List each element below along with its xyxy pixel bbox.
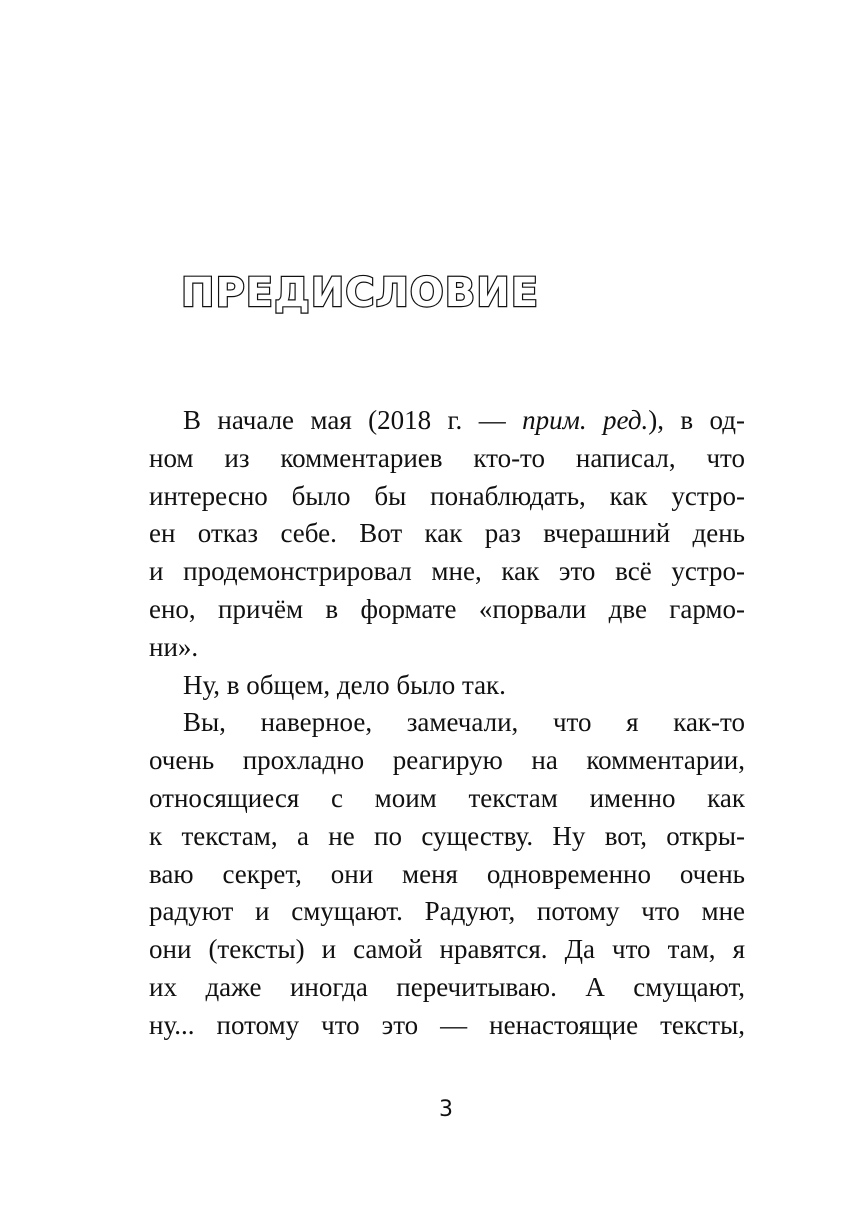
paragraph bbox=[149, 704, 745, 1044]
text-line: относящиеся с моим текстам именно как bbox=[149, 782, 745, 813]
text-line: очень прохладно реагирую на комментарии, bbox=[149, 745, 745, 776]
page-number: 3 bbox=[439, 1097, 453, 1122]
text-line: Ну, в общем, дело было так. bbox=[183, 669, 506, 700]
editor-note: прим. ред. bbox=[522, 405, 649, 435]
text-line: Вы, наверное, замечали, что я как-то bbox=[183, 707, 745, 738]
body-text bbox=[149, 402, 745, 1045]
text-line: радуют и смущают. Радуют, потому что мне bbox=[149, 896, 745, 927]
paragraph bbox=[149, 667, 745, 705]
text-line: ваю секрет, они меня одновременно очень bbox=[149, 858, 745, 889]
text-line: они (тексты) и самой нравятся. Да что там, я bbox=[149, 934, 745, 965]
text-line: ен отказ себе. Вот как раз вчерашний день bbox=[149, 518, 745, 549]
text-line: В начале мая (2018 г. — прим. ред.), в од- bbox=[183, 405, 745, 435]
text-line: ну... потому что это — ненастоящие тексты, bbox=[149, 1009, 745, 1040]
chapter-title: ПРЕДИСЛОВИЕ bbox=[181, 270, 540, 316]
text-line: к текстам, а не по существу. Ну вот, откры- bbox=[149, 820, 745, 851]
paragraph bbox=[149, 402, 745, 667]
text-line: ено, причём в формате «порвали две гармо- bbox=[149, 593, 745, 624]
text-line: и продемонстрировал мне, как это всё устро- bbox=[149, 556, 745, 587]
text-line: их даже иногда перечитываю. А смущают, bbox=[149, 971, 745, 1002]
text-line: ни». bbox=[149, 631, 199, 662]
text-line: ном из комментариев кто-то написал, что bbox=[149, 442, 745, 473]
text-line: интересно было бы понаблюдать, как устро- bbox=[149, 480, 745, 511]
